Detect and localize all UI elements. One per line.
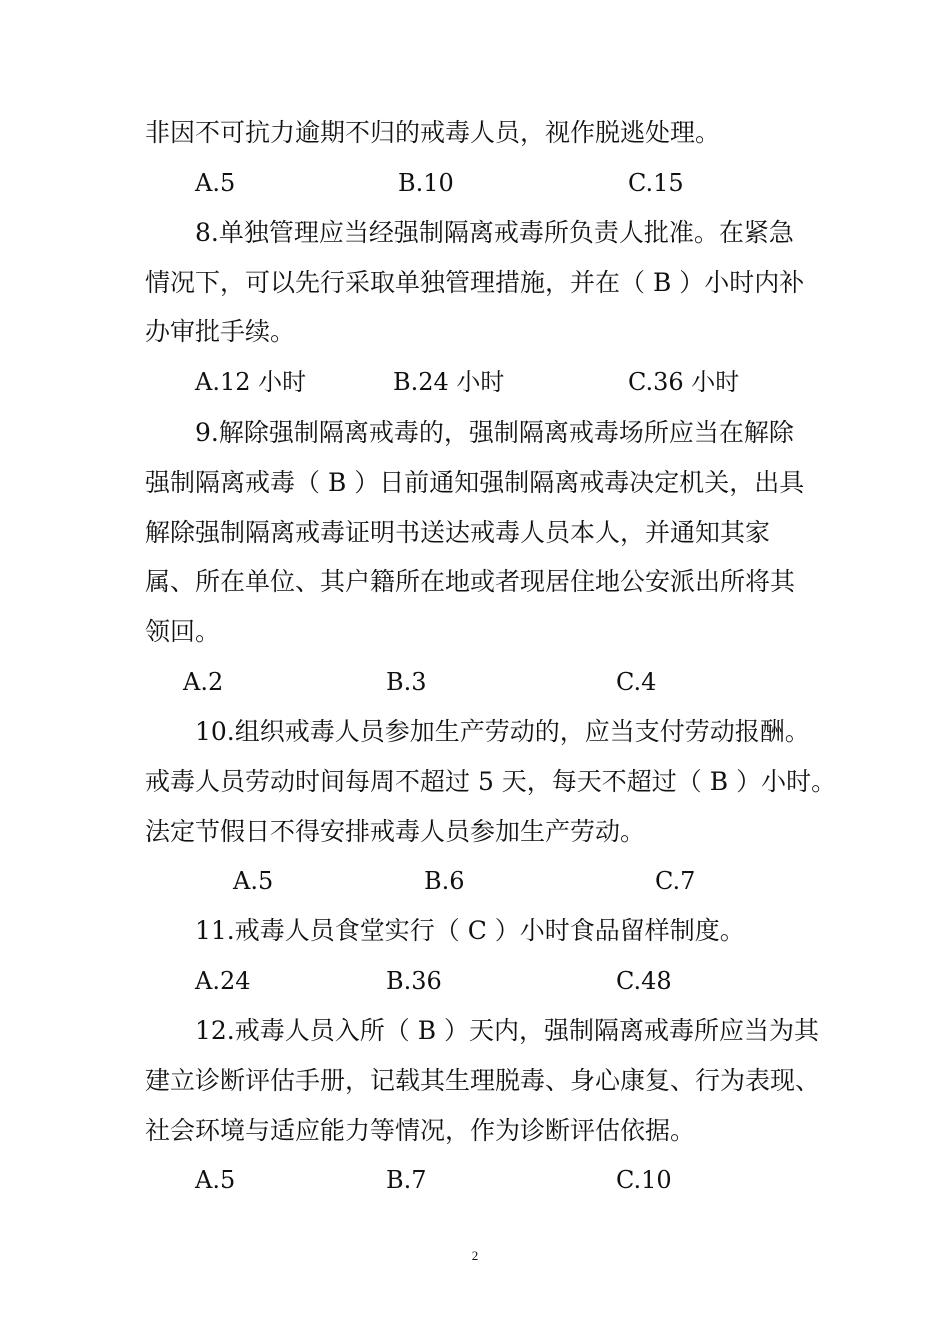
- question-10: 10.组织戒毒人员参加生产劳动的，应当支付劳动报酬。: [195, 717, 810, 746]
- option-b: B.24 小时: [393, 368, 505, 396]
- text-line: 属、所在单位、其户籍所在地或者现居住地公安派出所将其: [145, 567, 796, 596]
- option-c: C.10: [616, 1166, 672, 1194]
- question-8: 8.单独管理应当经强制隔离戒毒所负责人批准。在紧急: [195, 218, 794, 247]
- option-c: C.15: [628, 169, 684, 197]
- text-line: 办审批手续。: [145, 317, 296, 346]
- option-c: C.4: [616, 668, 657, 696]
- question-9: 9.解除强制隔离戒毒的，强制隔离戒毒场所应当在解除: [195, 418, 794, 447]
- option-a: A.12 小时: [195, 368, 307, 396]
- option-b: B.36: [386, 967, 442, 995]
- option-a: A.2: [183, 668, 224, 696]
- text-line: 社会环境与适应能力等情况，作为诊断评估依据。: [145, 1116, 696, 1145]
- option-c: C.7: [655, 867, 696, 895]
- text-line: 强制隔离戒毒（ B ）日前通知强制隔离戒毒决定机关，出具: [145, 468, 805, 497]
- option-c: C.48: [616, 967, 672, 995]
- option-a: A.24: [195, 967, 251, 995]
- option-a: A.5: [195, 1166, 236, 1194]
- text-line: 非因不可抗力逾期不归的戒毒人员，视作脱逃处理。: [145, 118, 721, 147]
- page-number: 2: [471, 1248, 479, 1263]
- text-line: 法定节假日不得安排戒毒人员参加生产劳动。: [145, 817, 646, 846]
- text-line: 领回。: [145, 617, 221, 646]
- option-a: A.5: [233, 867, 274, 895]
- option-b: B.3: [386, 668, 427, 696]
- question-12: 12.戒毒人员入所（ B ）天内，强制隔离戒毒所应当为其: [195, 1016, 820, 1045]
- text-line: 解除强制隔离戒毒证明书送达戒毒人员本人，并通知其家: [145, 518, 771, 547]
- option-b: B.6: [424, 867, 465, 895]
- text-line: 情况下，可以先行采取单独管理措施，并在（ B ）小时内补: [145, 268, 805, 297]
- text-line: 戒毒人员劳动时间每周不超过 5 天，每天不超过（ B ）小时。: [145, 767, 837, 796]
- text-line: 建立诊断评估手册，记载其生理脱毒、身心康复、行为表现、: [145, 1066, 821, 1095]
- option-a: A.5: [195, 169, 236, 197]
- question-11: 11.戒毒人员食堂实行（ C ）小时食品留样制度。: [195, 916, 745, 945]
- option-c: C.36 小时: [628, 368, 740, 396]
- option-b: B.10: [398, 169, 454, 197]
- option-b: B.7: [386, 1166, 427, 1194]
